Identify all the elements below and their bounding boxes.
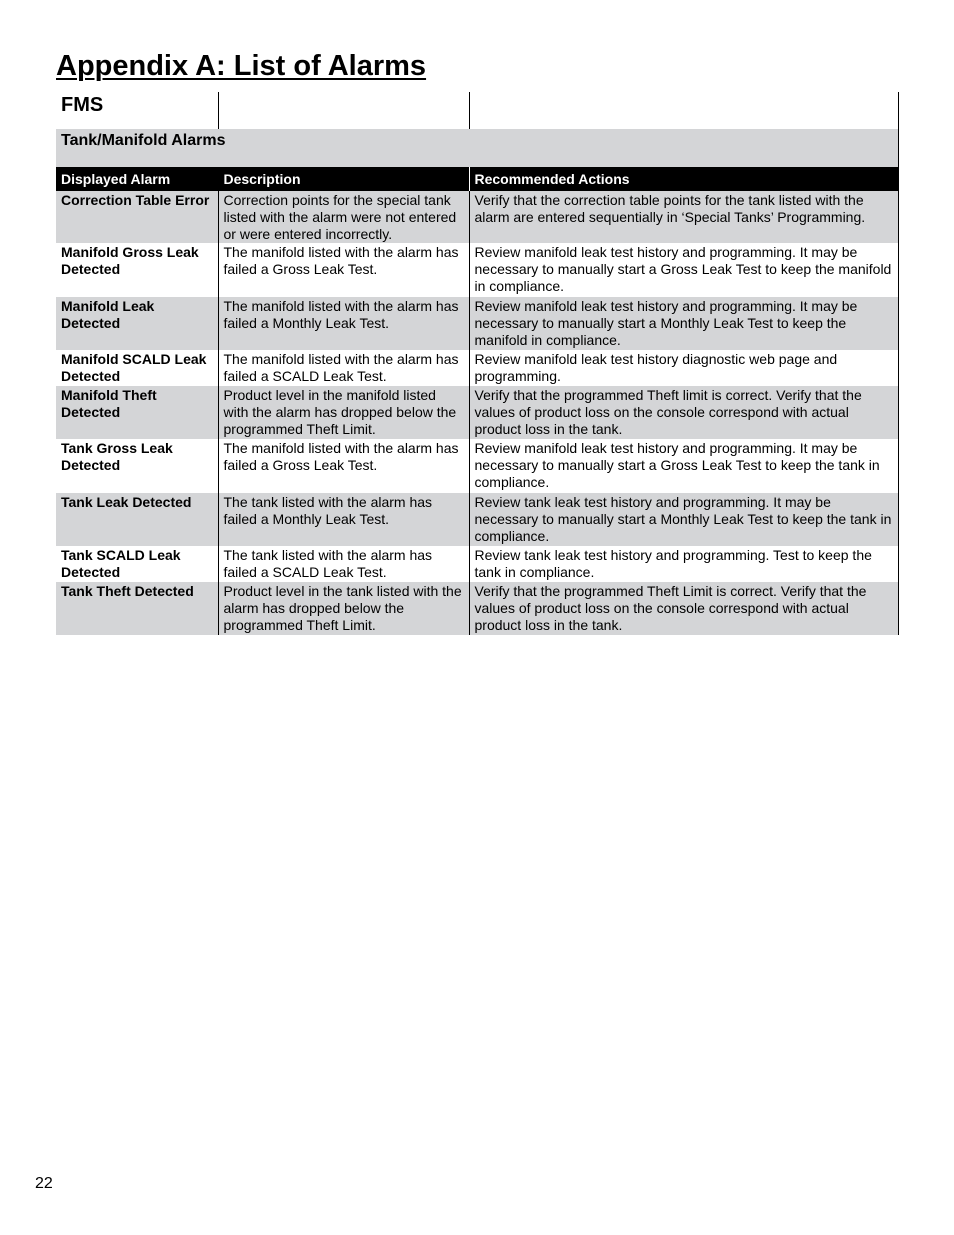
table-row [56,297,898,350]
table-row [56,350,898,386]
alarm-description: The manifold listed with the alarm has failed a Monthly Leak Test. [218,297,469,350]
recommended-action: Review manifold leak test history and programming. It may be necessary to manually start a Monthly Leak Test to keep the manifold in compliance. [469,297,898,350]
alarm-name: Manifold SCALD Leak Detected [56,350,218,386]
group-title: Tank/Manifold Alarms [56,129,469,167]
alarm-name: Manifold Leak Detected [56,297,218,350]
recommended-action: Review manifold leak test history and programming. It may be necessary to manually start a Gross Leak Test to keep the tank in compliance. [469,439,898,493]
section-spacer [218,92,469,129]
column-header: Displayed Alarm [56,167,218,191]
section-spacer [469,92,898,129]
alarm-name: Tank Leak Detected [56,493,218,546]
recommended-action: Review tank leak test history and programming. Test to keep the tank in compliance. [469,546,898,582]
table-header [56,167,898,191]
column-header: Description [218,167,469,191]
table-row [56,546,898,582]
alarm-name: Tank SCALD Leak Detected [56,546,218,582]
table-row [56,582,898,635]
page-number: 22 [35,1175,53,1192]
alarm-description: Product level in the manifold listed with the alarm has dropped below the programmed Theft Limit. [218,386,469,439]
table-row [56,439,898,493]
alarm-name: Tank Gross Leak Detected [56,439,218,493]
column-header: Recommended Actions [469,167,898,191]
page-title: Appendix A: List of Alarms [56,50,427,82]
alarm-description: The tank listed with the alarm has failed a SCALD Leak Test. [218,546,469,582]
alarm-description: The tank listed with the alarm has failed a Monthly Leak Test. [218,493,469,546]
alarm-table [56,92,899,635]
recommended-action: Review manifold leak test history diagnostic web page and programming. [469,350,898,386]
table-row [56,191,898,243]
group-spacer [469,129,898,167]
alarm-description: The manifold listed with the alarm has failed a Gross Leak Test. [218,243,469,297]
alarm-name: Tank Theft Detected [56,582,218,635]
table-row [56,493,898,546]
section-title: FMS [56,92,218,129]
alarm-description: The manifold listed with the alarm has failed a SCALD Leak Test. [218,350,469,386]
alarm-description: The manifold listed with the alarm has failed a Gross Leak Test. [218,439,469,493]
table-row [56,243,898,297]
recommended-action: Verify that the correction table points for the tank listed with the alarm are entered sequentially in ‘Special Tanks’ Programming. [469,191,898,243]
recommended-action: Verify that the programmed Theft limit is correct. Verify that the values of product loss on the console correspond with actual product loss in the tank. [469,386,898,439]
section-row [56,92,898,129]
alarm-name: Correction Table Error [56,191,218,243]
alarm-name: Manifold Theft Detected [56,386,218,439]
alarm-description: Product level in the tank listed with the alarm has dropped below the programmed Theft Limit. [218,582,469,635]
alarm-description: Correction points for the special tank listed with the alarm were not entered or were entered incorrectly. [218,191,469,243]
recommended-action: Review tank leak test history and programming. It may be necessary to manually start a Monthly Leak Test to keep the tank in compliance. [469,493,898,546]
group-row [56,129,898,167]
recommended-action: Review manifold leak test history and programming. It may be necessary to manually start a Gross Leak Test to keep the manifold in compliance. [469,243,898,297]
alarm-name: Manifold Gross Leak Detected [56,243,218,297]
recommended-action: Verify that the programmed Theft Limit is correct. Verify that the values of product loss on the console correspond with actual product loss in the tank. [469,582,898,635]
table-row [56,386,898,439]
